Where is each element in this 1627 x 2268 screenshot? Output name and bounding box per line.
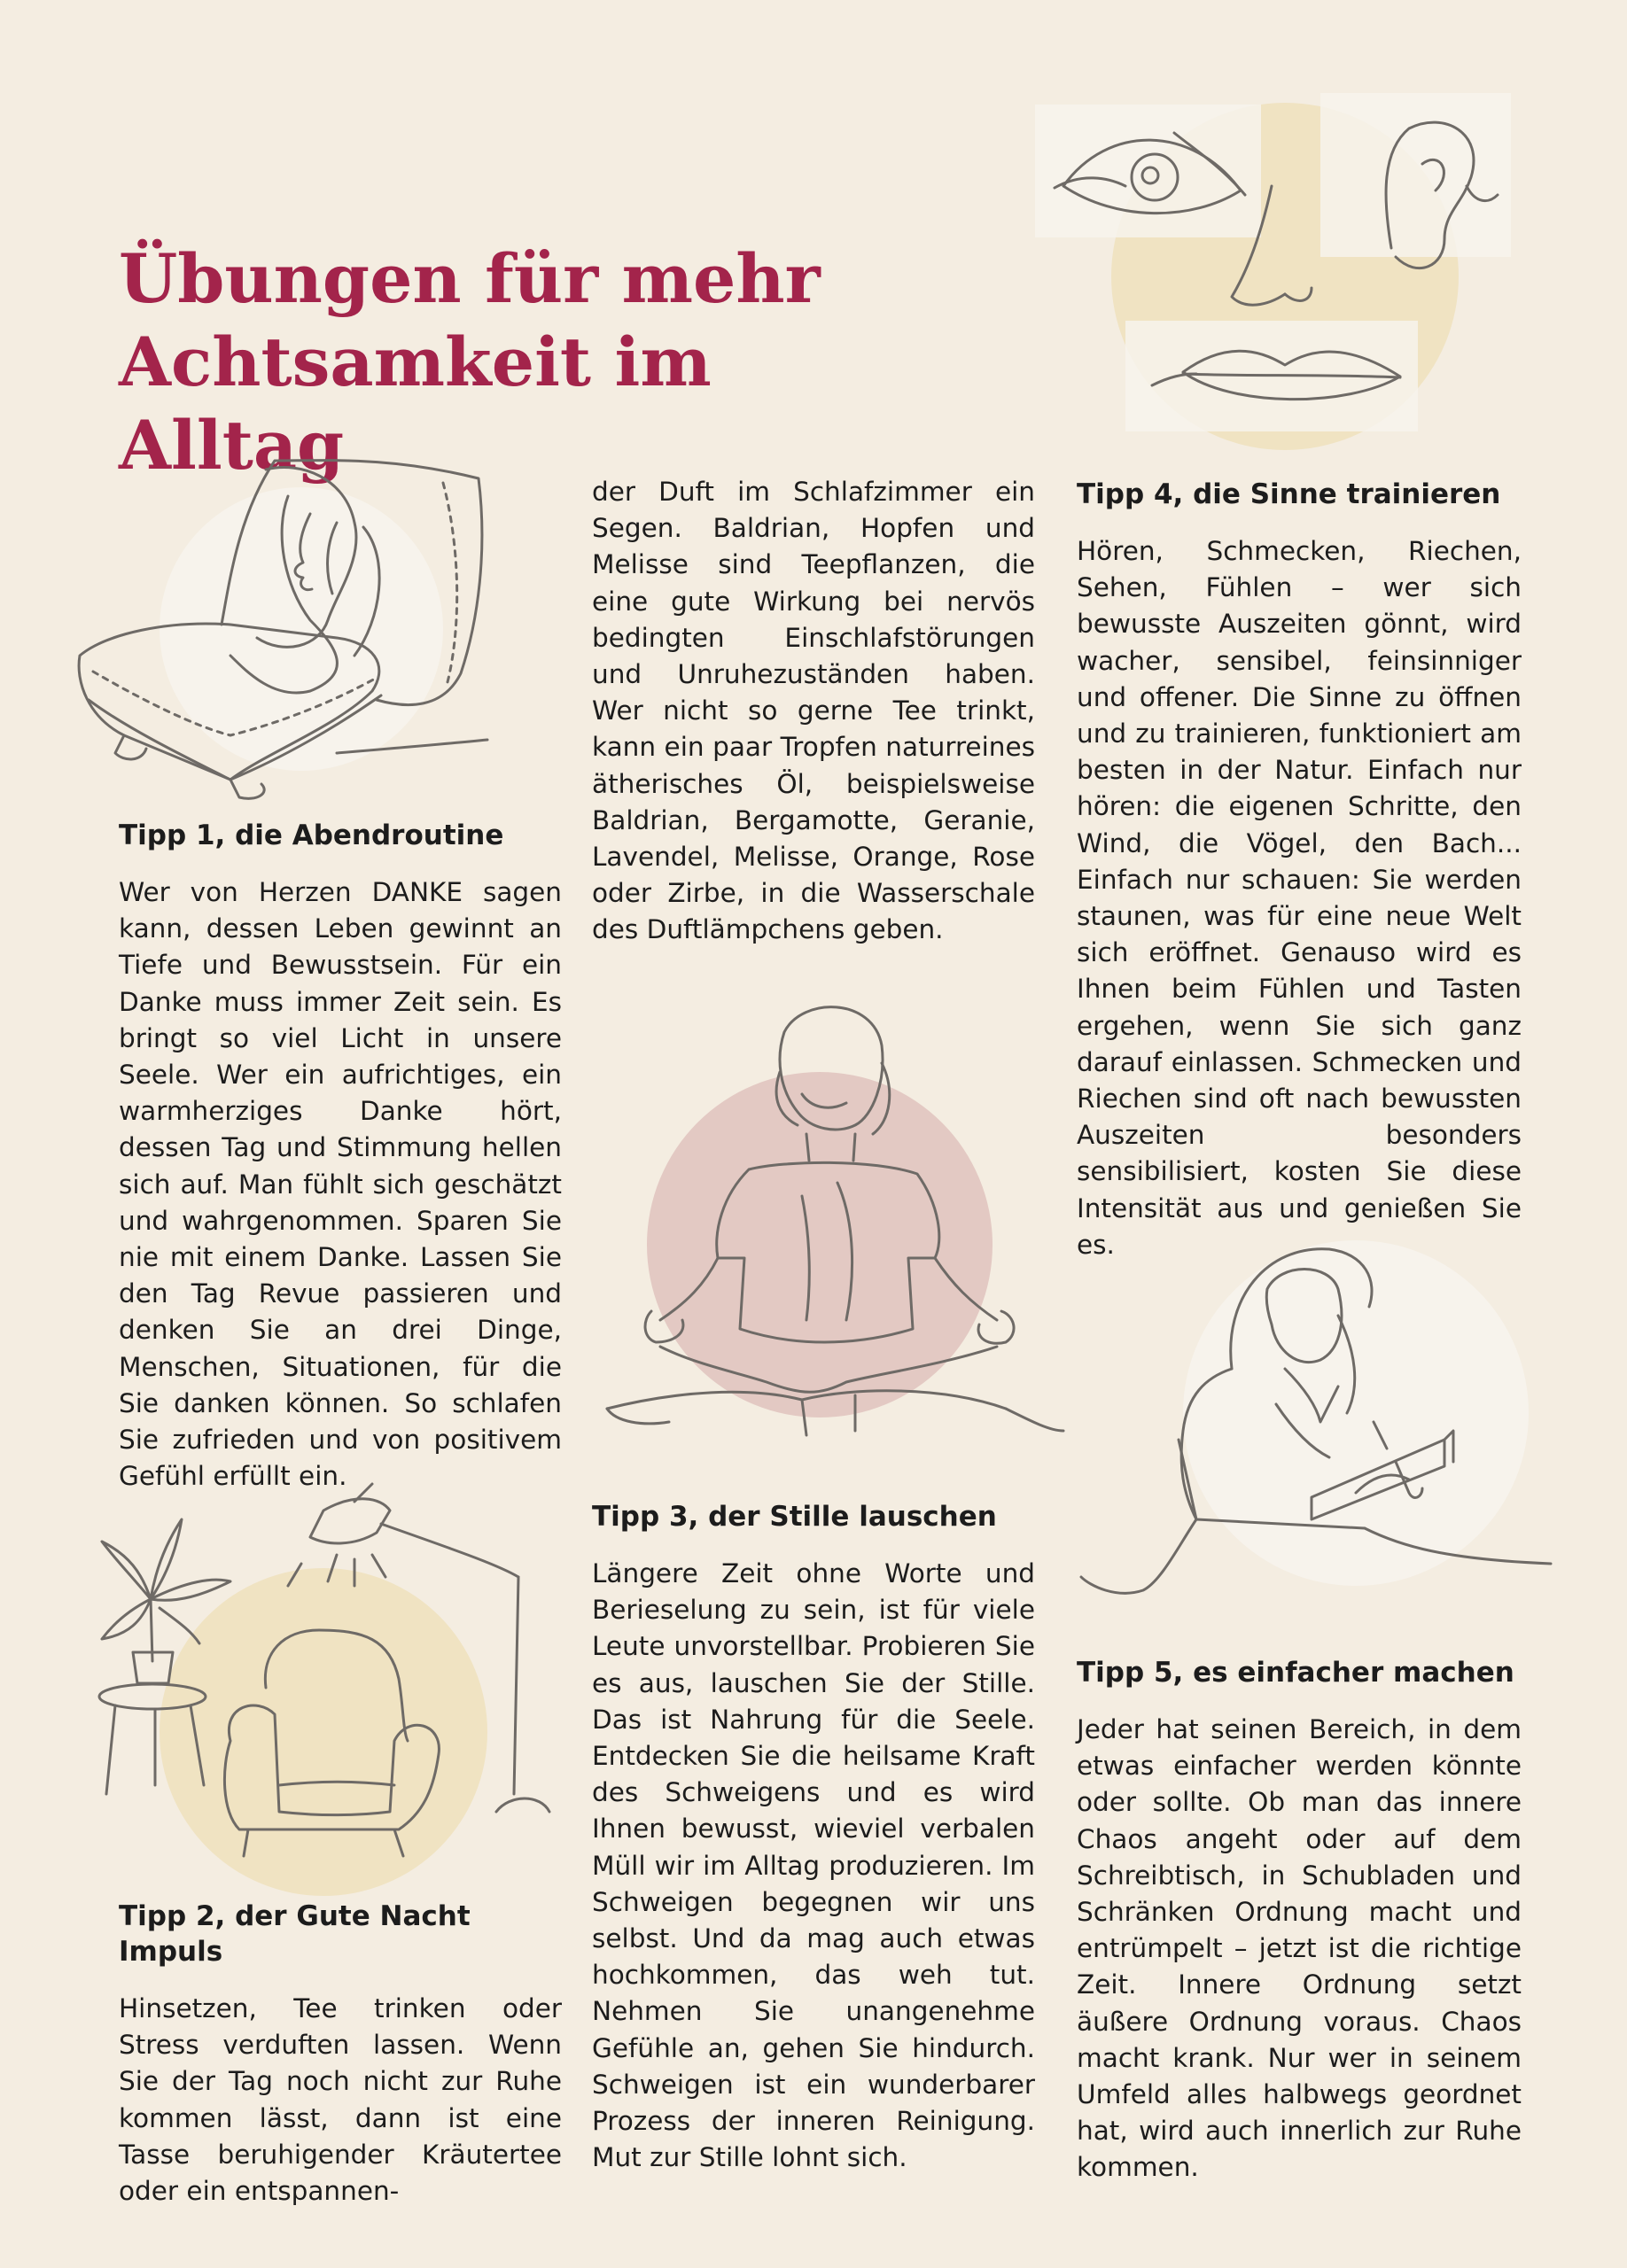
title-line-2: Achtsamkeit im Alltag xyxy=(119,322,712,485)
armchair-lamp-illustration xyxy=(89,1475,567,1891)
tip-4-text: Hören, Schmecken, Riechen, Sehen, Fühlen – wer sich bewusste Auszeiten gönnt, wird wacher, sensibel, feinsinniger und offener. Die Sinne zu öffnen und zu trainieren, funktioniert am besten in der Natur. Einfach nur hören: die eigenen Schritte, den Wind, die Vögel, den Bach... Einfach nur schauen: Sie werden staunen, was für eine neue Welt sich eröffnet. Genauso wird es Ihnen beim Fühlen und Tasten ergehen, wenn Sie sich ganz darauf einlassen. Schmecken und Riechen sind oft nach bewussten Auszeiten besonders sensibilisiert, kosten Sie diese Intensität aus und genießen Sie es. xyxy=(1077,536,1522,1260)
tip-3-text: Längere Zeit ohne Worte und Berieselung zu sein, ist für viele Leute unvorstellbar. Probieren Sie es aus, lauschen Sie der Stille. Das ist Nahrung für die Seele. Entdecken Sie die heilsame Kraft des Schweigens und es wird Ihnen bewusst, wieviel verbalen Müll wir im Alltag produzieren. Im Schweigen begegnen wir uns selbst. Und da mag auch etwas hochkommen, das weh tut. Nehmen Sie unangenehme Gefühle an, gehen Sie hindurch. Schweigen ist ein wunderbarer Prozess der inneren Reinigung. Mut zur Stille lohnt sich. xyxy=(592,1558,1035,2173)
tip-2-text: Hinsetzen, Tee trinken oder Stress verduften lassen. Wenn Sie der Tag noch nicht zur Ruhe kommen lässt, dann ist eine Tasse beruhigender Kräutertee oder ein entspannen- xyxy=(119,1993,562,2207)
tip-3-heading: Tipp 3, der Stille lauschen xyxy=(592,1501,997,1533)
tip-4-heading: Tipp 4, die Sinne trainieren xyxy=(1077,478,1501,510)
armchair-woman-illustration xyxy=(71,443,496,815)
column-3-bottom xyxy=(1077,1655,1522,2186)
column-1 xyxy=(119,818,562,1495)
tip-1-heading: Tipp 1, die Abendroutine xyxy=(119,819,504,851)
woman-writing-illustration xyxy=(1072,1227,1569,1626)
senses-face-illustration xyxy=(1028,89,1524,443)
tip-5-text: Jeder hat seinen Bereich, in dem etwas einfacher werden könnte oder sollte. Ob man das innere Chaos angeht oder auf dem Schreibtisch, in Schubladen und Schränken Ordnung macht und entrümpelt – jetzt ist die richtige Zeit. Innere Ordnung setzt äußere Ordnung voraus. Chaos macht krank. Nur wer in seinem Umfeld alles halbwegs geordnet hat, wird auch innerlich zur Ruhe kommen. xyxy=(1077,1714,1522,2183)
column-3 xyxy=(1077,477,1522,1263)
tip-2-heading: Tipp 2, der Gute Nacht Impuls xyxy=(119,1900,471,1968)
column-1-bottom xyxy=(119,1899,562,2210)
column-2 xyxy=(592,1499,1035,2176)
tip-5-heading: Tipp 5, es einfacher machen xyxy=(1077,1657,1514,1689)
tip-2-continuation: der Duft im Schlafzimmer ein Segen. Baldrian, Hopfen und Melisse sind Teepflanzen, die eine gute Wirkung bei nervös bedingten Einschlafstörungen und Unruhezuständen haben. Wer nicht so gerne Tee trinkt, kann ein paar Tropfen naturreines ätherisches Öl, beispielsweise Baldrian, Bergamotte, Geranie, Lavendel, Melisse, Orange, Rose oder Zirbe, in die Wasserschale des Duftlämpchens geben. xyxy=(592,477,1035,945)
column-2-top xyxy=(592,474,1035,949)
title-line-1: Übungen für mehr xyxy=(119,239,821,318)
meditation-illustration xyxy=(589,992,1068,1453)
tip-1-text: Wer von Herzen DANKE sagen kann, dessen Leben gewinnt an Tiefe und Bewusstsein. Für ein Danke muss immer Zeit sein. Es bringt so viel Licht in unsere Seele. Wer ein aufrichtiges, ein warmherziges Danke hört, dessen Tag und Stimmung hellen sich auf. Man fühlt sich geschätzt und wahrgenommen. Sparen Sie nie mit einem Danke. Lassen Sie den Tag Revue passieren und denken Sie an drei Dinge, Menschen, Situationen, für die Sie danken können. So schlafen Sie zufrieden und von positivem Gefühl erfüllt ein. xyxy=(119,877,562,1492)
